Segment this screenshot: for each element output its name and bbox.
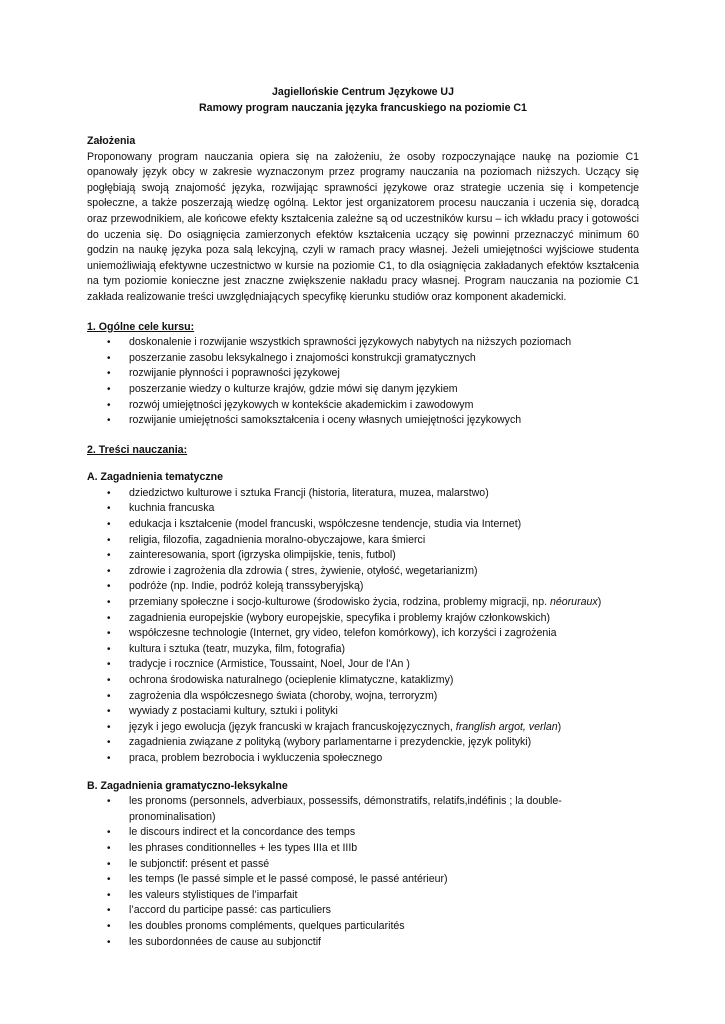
bullet-icon: •	[107, 920, 111, 932]
list-item	[87, 751, 639, 767]
list-item-text: zagadnienia związane	[129, 736, 237, 749]
list-item	[87, 794, 639, 825]
bullet-icon: •	[107, 874, 111, 886]
list-item-text: wywiady z postaciami kultury, sztuki i polityki	[129, 705, 338, 718]
bullet-icon: •	[107, 628, 111, 640]
list-item	[87, 611, 639, 627]
list-item-text: praca, problem bezrobocia i wykluczenia społecznego	[129, 751, 383, 764]
list-item	[87, 704, 639, 720]
bullet-icon: •	[107, 597, 111, 609]
list-item-text: kuchnia francuska	[129, 502, 215, 515]
bullet-icon: •	[107, 643, 111, 655]
bullet-icon: •	[107, 399, 111, 411]
list-item-tail: polityką (wybory parlamentarne i prezydenckie, język polityki)	[241, 736, 532, 749]
bullet-icon: •	[107, 737, 111, 749]
bullet-icon: •	[107, 659, 111, 671]
gramatyczne-heading: B. Zagadnienia gramatyczno-leksykalne	[87, 779, 288, 792]
list-item	[87, 548, 639, 564]
list-item-text: podróże (np. Indie, podróż koleją transsyberyjską)	[129, 580, 364, 593]
list-item-text: dziedzictwo kulturowe i sztuka Francji (historia, literatura, muzea, malarstwo)	[129, 486, 489, 499]
bullet-icon: •	[107, 565, 111, 577]
list-item	[87, 825, 639, 841]
list-item	[87, 720, 639, 736]
list-item	[87, 335, 639, 351]
list-item	[87, 579, 639, 595]
list-item	[87, 486, 639, 502]
list-item-text: les doubles pronoms compléments, quelques particularités	[129, 919, 405, 932]
tematyczne-heading: A. Zagadnienia tematyczne	[87, 471, 223, 484]
bullet-icon: •	[107, 503, 111, 515]
zalozenia-heading: Założenia	[87, 135, 136, 147]
list-item	[87, 657, 639, 673]
list-item-text: zdrowie i zagrożenia dla zdrowia ( stres, żywienie, otyłość, wegetarianizm)	[129, 564, 478, 577]
list-item	[87, 888, 639, 904]
list-item-text: le subjonctif: présent et passé	[129, 857, 270, 870]
bullet-icon: •	[107, 690, 111, 702]
list-item-text: les temps (le passé simple et le passé composé, le passé antérieur)	[129, 873, 448, 886]
bullet-icon: •	[107, 519, 111, 531]
list-item-text: rozwijanie płynności i poprawności językowej	[129, 367, 340, 380]
bullet-icon: •	[107, 706, 111, 718]
bullet-icon: •	[107, 889, 111, 901]
list-item	[87, 382, 639, 398]
bullet-icon: •	[107, 368, 111, 380]
list-item-text: les pronoms (personnels, adverbiaux, possessifs, démonstratifs, relatifs,indéfinis ; la double-pronominalisation)	[129, 795, 562, 823]
bullet-icon: •	[107, 487, 111, 499]
list-item	[87, 673, 639, 689]
list-item	[87, 366, 639, 382]
bullet-icon: •	[107, 550, 111, 562]
list-item-italic: z	[236, 736, 242, 749]
list-item	[87, 735, 639, 751]
list-item	[87, 533, 639, 549]
list-item	[87, 351, 639, 367]
bullet-icon: •	[107, 905, 111, 917]
bullet-icon: •	[107, 675, 111, 686]
list-item-text: doskonalenie i rozwijanie wszystkich sprawności językowych nabytych na niższych poziomach	[129, 336, 572, 349]
document-header	[87, 85, 639, 116]
cele-list	[87, 335, 639, 429]
list-item	[87, 398, 639, 414]
list-item	[87, 517, 639, 533]
bullet-icon: •	[107, 721, 111, 733]
list-item	[87, 564, 639, 580]
list-item	[87, 935, 639, 951]
bullet-icon: •	[107, 534, 111, 546]
tematyczne-list	[87, 486, 639, 767]
list-item-text: rozwój umiejętności językowych w kontekście akademickim i zawodowym	[129, 398, 474, 411]
list-item	[87, 642, 639, 658]
list-item-text: poszerzanie wiedzy o kulturze krajów, gdzie mówi się danym językiem	[129, 382, 458, 395]
list-item	[87, 919, 639, 935]
list-item-italic: franglish argot, verlan	[455, 720, 558, 733]
list-item-text: tradycje i rocznice (Armistice, Toussaint, Noel, Jour de l'An )	[129, 658, 410, 671]
gramatyczne-list	[87, 794, 639, 950]
list-item-italic: néoruraux	[549, 596, 598, 609]
institution-title: Jagiellońskie Centrum Językowe UJ	[272, 86, 454, 98]
list-item-tail: )	[557, 720, 562, 733]
bullet-icon: •	[107, 858, 111, 870]
list-item	[87, 872, 639, 888]
tresci-heading: 2. Treści nauczania:	[87, 443, 188, 456]
list-item	[87, 903, 639, 919]
bullet-icon: •	[107, 581, 111, 593]
list-item-text: le discours indirect et la concordance des temps	[129, 826, 356, 839]
program-title: Ramowy program nauczania języka francuskiego na poziomie C1	[199, 101, 527, 114]
list-item	[87, 413, 639, 429]
bullet-icon: •	[107, 383, 111, 395]
list-item-text: kultura i sztuka (teatr, muzyka, film, fotografia)	[129, 642, 346, 655]
list-item-text: les valeurs stylistiques de l’imparfait	[129, 888, 298, 901]
list-item-text: les phrases conditionnelles + les types IIIa et IIIb	[129, 841, 358, 854]
bullet-icon: •	[107, 752, 111, 764]
list-item-text: edukacja i kształcenie (model francuski, współczesne tendencje, studia via Internet)	[129, 518, 522, 531]
bullet-icon: •	[107, 936, 111, 948]
bullet-icon: •	[107, 612, 111, 624]
list-item	[87, 626, 639, 642]
list-item	[87, 689, 639, 705]
list-item-text: język i jego ewolucja (język francuski w krajach francuskojęzycznych,	[129, 720, 456, 733]
bullet-icon: •	[107, 842, 111, 854]
cele-heading: 1. Ogólne cele kursu:	[87, 320, 195, 333]
list-item-text: zagrożenia dla współczesnego świata (choroby, wojna, terroryzm)	[129, 689, 438, 702]
bullet-icon: •	[107, 415, 111, 427]
bullet-icon: •	[107, 796, 111, 808]
list-item-text: zainteresowania, sport (igrzyska olimpijskie, tenis, futbol)	[129, 549, 396, 562]
bullet-icon: •	[107, 352, 111, 364]
bullet-icon: •	[107, 337, 111, 349]
list-item-tail: )	[597, 596, 602, 609]
list-item-text: ochrona środowiska naturalnego (ocieplenie klimatyczne, kataklizmy)	[129, 674, 454, 686]
list-item-text: l’accord du participe passé: cas particuliers	[129, 904, 331, 917]
zalozenia-paragraph: Proponowany program nauczania opiera się na założeniu, że osoby rozpoczynające naukę na poziomie C1 opanowały język obcy w zakresie wyznaczonym przez programy nauczania na poziomach niższych. Uczący się pogłębiają swoją znajomość języka, rozwijając sprawności językowe oraz strategie uczenia się i kompetencje społeczne, a także poszerzają wiedzę ogólną. Lektor jest organizatorem procesu nauczania i uczenia się, doradcą oraz przewodnikiem, ale końcowe efekty kształcenia zależne są od uczestników kursu – ich wkładu pracy i gotowości do uczenia się. Do osiągnięcia zamierzonych efektów kształcenia uczący się powinni przeznaczyć minimum 60 godzin na naukę języka poza salą lekcyjną, czyli w ramach pracy własnej. Jeżeli umiejętności wyjściowe studenta uniemożliwiają efektywne uczestnictwo w kursie na poziomie C1, to dla osiągnięcia zakładanych efektów kształcenia na tym poziomie konieczne jest znaczne zwiększenie nakładu pracy własnej. Program nauczania na poziomie C1 zakłada realizowanie treści uwzględniających specyfikę kierunku studiów oraz komponent akademicki.	[87, 150, 639, 303]
list-item	[87, 501, 639, 517]
list-item	[87, 857, 639, 873]
list-item-text: les subordonnées de cause au subjonctif	[129, 935, 321, 948]
list-item-text: religia, filozofia, zagadnienia moralno-obyczajowe, kara śmierci	[129, 533, 426, 546]
list-item-text: rozwijanie umiejętności samokształcenia i oceny własnych umiejętności językowych	[129, 414, 522, 427]
list-item-text: współczesne technologie (Internet, gry video, telefon komórkowy), ich korzyści i zagrożenia	[129, 627, 557, 640]
list-item	[87, 595, 639, 611]
list-item-text: przemiany społeczne i socjo-kulturowe (środowisko życia, rodzina, problemy migracji, np.	[129, 596, 550, 609]
list-item	[87, 841, 639, 857]
list-item-text: zagadnienia europejskie (wybory europejskie, specyfika i problemy krajów członkowskich)	[129, 611, 550, 624]
list-item-text: poszerzanie zasobu leksykalnego i znajomości konstrukcji gramatycznych	[129, 351, 476, 364]
bullet-icon: •	[107, 827, 111, 839]
